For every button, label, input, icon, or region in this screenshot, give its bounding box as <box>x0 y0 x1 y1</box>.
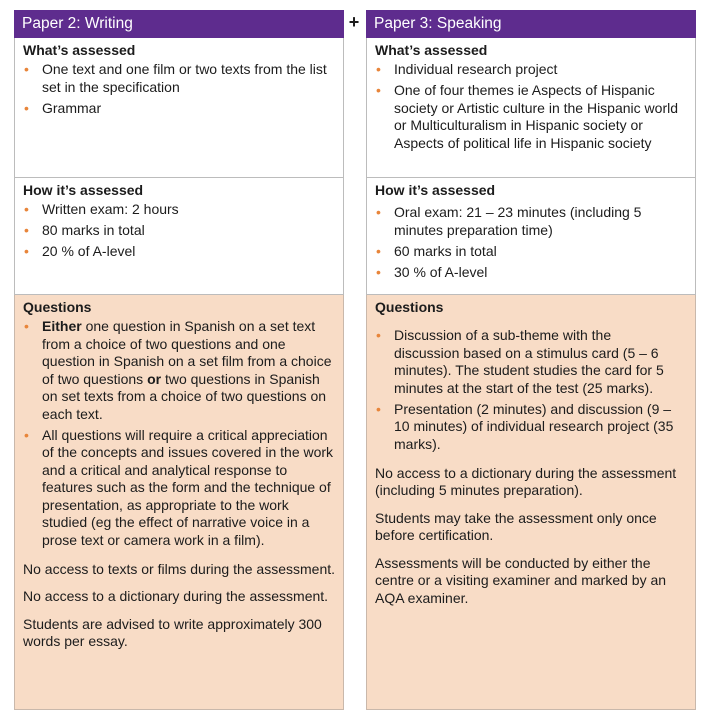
list-item: • One text and one film or two texts from the list set in the specification <box>24 61 327 95</box>
list-item: • 30 % of A-level <box>376 263 488 280</box>
paper-2-questions <box>14 295 344 710</box>
paper-3-header: Paper 3: Speaking <box>366 10 696 38</box>
paper-3-column <box>366 10 696 710</box>
paragraph: Assessments will be conducted by either the centre or a visiting examiner and marked by an AQA examiner. <box>375 554 667 606</box>
bullet-icon: • <box>24 61 29 77</box>
list-item: • Presentation (2 minutes) and discussion (9 – 10 minutes) of individual research project (35 marks). <box>376 400 674 452</box>
paper-2-column <box>14 10 344 710</box>
bullet-icon: • <box>376 82 381 98</box>
bullet-icon: • <box>376 263 381 280</box>
paragraph: Students may take the assessment only once before certification. <box>375 509 657 543</box>
paper-3-questions <box>366 295 696 710</box>
bullet-icon: • <box>24 318 29 334</box>
list-item: • Written exam: 2 hours <box>24 201 179 217</box>
paragraph: Students are advised to write approximately 300 words per essay. <box>23 615 322 649</box>
paper-2-how-assessed <box>14 178 344 295</box>
whats-assessed-title: What’s assessed <box>375 42 488 58</box>
bullet-icon: • <box>376 400 381 417</box>
bullet-icon: • <box>376 204 381 220</box>
paragraph: No access to a dictionary during the assessment (including 5 minutes preparation). <box>375 464 677 498</box>
list-item: • Discussion of a sub-theme with the discussion based on a stimulus card (5 – 6 minutes). The student studies the card for 5 minutes at the start of the test (25 marks). <box>376 327 664 396</box>
bullet-icon: • <box>376 242 381 259</box>
list-item: • 20 % of A-level <box>24 243 136 259</box>
list-item: • 60 marks in total <box>376 242 497 259</box>
bullet-icon: • <box>24 201 29 217</box>
list-item: • All questions will require a critical appreciation of the concepts and issues covered in the work and a critical and analytical response to features such as the form and the technique of presentation, as appropriate to the work studied (eg the effect of narrative voice in a prose text or camera work in a film). <box>24 426 334 548</box>
paragraph: No access to a dictionary during the assessment. <box>23 588 329 604</box>
how-assessed-title: How it’s assessed <box>375 182 496 198</box>
bullet-icon: • <box>24 243 29 259</box>
list-item: • 80 marks in total <box>24 222 145 238</box>
list-item: • Oral exam: 21 – 23 minutes (including 5 minutes preparation time) <box>376 204 642 238</box>
list-item: • One of four themes ie Aspects of Hispanic society or Artistic culture in the Hispanic world or Multiculturalism in Hispanic society or Aspects of political life in Hispanic society <box>376 82 678 151</box>
bullet-icon: • <box>376 61 381 77</box>
bullet-icon: • <box>24 426 29 443</box>
questions-title: Questions <box>375 299 444 315</box>
bullet-icon: • <box>376 327 381 343</box>
questions-title: Questions <box>23 299 92 315</box>
plus-icon: + <box>348 12 360 32</box>
how-assessed-title: How it’s assessed <box>23 182 144 198</box>
bullet-icon: • <box>24 222 29 238</box>
paper-3-how-assessed <box>366 178 696 295</box>
bullet-icon: • <box>24 99 29 116</box>
list-item: • Either one question in Spanish on a set text from a choice of two questions and one question in Spanish on a set film from a choice of two questions or two questions in Spanish on set texts from a choice of two questions on each text. <box>24 318 332 422</box>
list-item: • Grammar <box>24 99 102 116</box>
paragraph: No access to texts or films during the assessment. <box>23 560 336 577</box>
list-item: • Individual research project <box>376 61 558 77</box>
paper-2-whats-assessed <box>14 38 344 178</box>
whats-assessed-title: What’s assessed <box>23 42 136 58</box>
paper-2-header: Paper 2: Writing <box>14 10 344 38</box>
paper-3-whats-assessed <box>366 38 696 178</box>
